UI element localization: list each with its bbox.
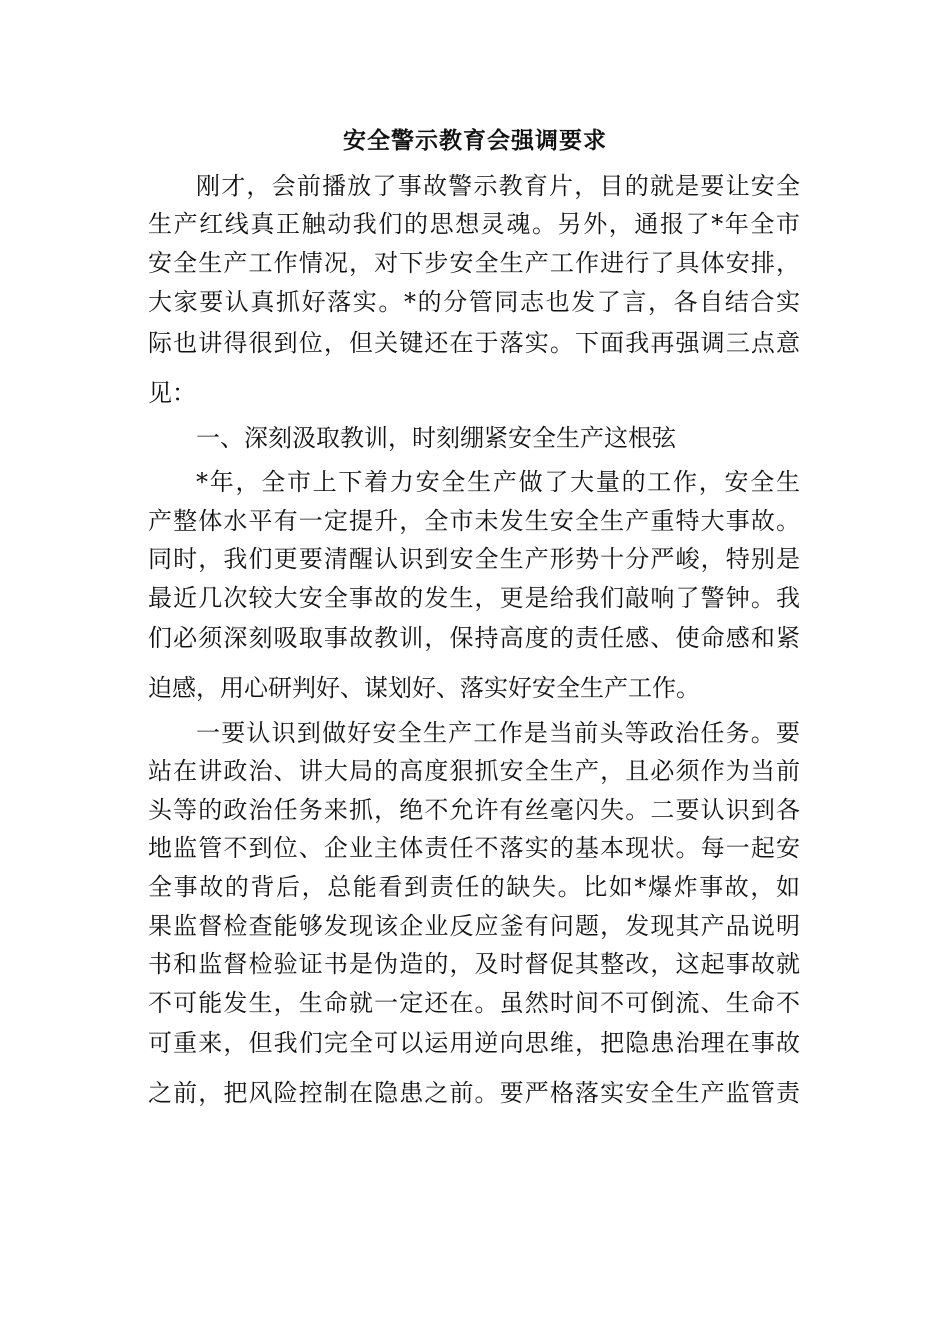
paragraph-line: 安全生产工作情况，对下步安全生产工作进行了具体安排，	[148, 249, 800, 277]
paragraph-line: 站在讲政治、讲大局的高度狠抓安全生产，且必须作为当前	[148, 757, 800, 785]
paragraph-line: 之前，把风险控制在隐患之前。要严格落实安全生产监管责	[148, 1079, 800, 1107]
paragraph-line: 书和监督检验证书是伪造的，及时督促其整改，这起事故就	[148, 950, 800, 978]
paragraph-line: 生产红线真正触动我们的思想灵魂。另外，通报了*年全市	[148, 210, 800, 238]
paragraph-line: 迫感，用心研判好、谋划好、落实好安全生产工作。	[148, 674, 700, 702]
paragraph-line: 全事故的背后，总能看到责任的缺失。比如*爆炸事故，如	[148, 873, 800, 901]
section-heading: 一、深刻汲取教训，时刻绷紧安全生产这根弦	[196, 424, 676, 452]
paragraph-line: 际也讲得很到位，但关键还在于落实。下面我再强调三点意	[148, 329, 800, 357]
paragraph-line: 一要认识到做好安全生产工作是当前头等政治任务。要	[196, 719, 800, 747]
paragraph-line: *年，全市上下着力安全生产做了大量的工作，安全生	[196, 468, 800, 496]
paragraph-line: 地监管不到位、企业主体责任不落实的基本现状。每一起安	[148, 834, 800, 862]
paragraph-line: 最近几次较大安全事故的发生，更是给我们敲响了警钟。我	[148, 584, 800, 612]
paragraph-line: 们必须深刻吸取事故教训，保持高度的责任感、使命感和紧	[148, 624, 800, 652]
paragraph-line: 头等的政治任务来抓，绝不允许有丝毫闪失。二要认识到各	[148, 796, 800, 824]
paragraph-line: 大家要认真抓好落实。*的分管同志也发了言，各自结合实	[148, 288, 800, 316]
paragraph-line: 产整体水平有一定提升，全市未发生安全生产重特大事故。	[148, 507, 800, 535]
paragraph-line: 不可能发生，生命就一定还在。虽然时间不可倒流、生命不	[148, 989, 800, 1017]
paragraph-line: 刚才，会前播放了事故警示教育片，目的就是要让安全	[196, 172, 800, 200]
paragraph-line: 同时，我们更要清醒认识到安全生产形势十分严峻，特别是	[148, 545, 800, 573]
paragraph-line: 见：	[148, 379, 196, 407]
paragraph-line: 果监督检查能够发现该企业反应釜有问题，发现其产品说明	[148, 912, 800, 940]
paragraph-line: 可重来，但我们完全可以运用逆向思维，把隐患治理在事故	[148, 1029, 800, 1057]
document-title: 安全警示教育会强调要求	[343, 127, 607, 154]
